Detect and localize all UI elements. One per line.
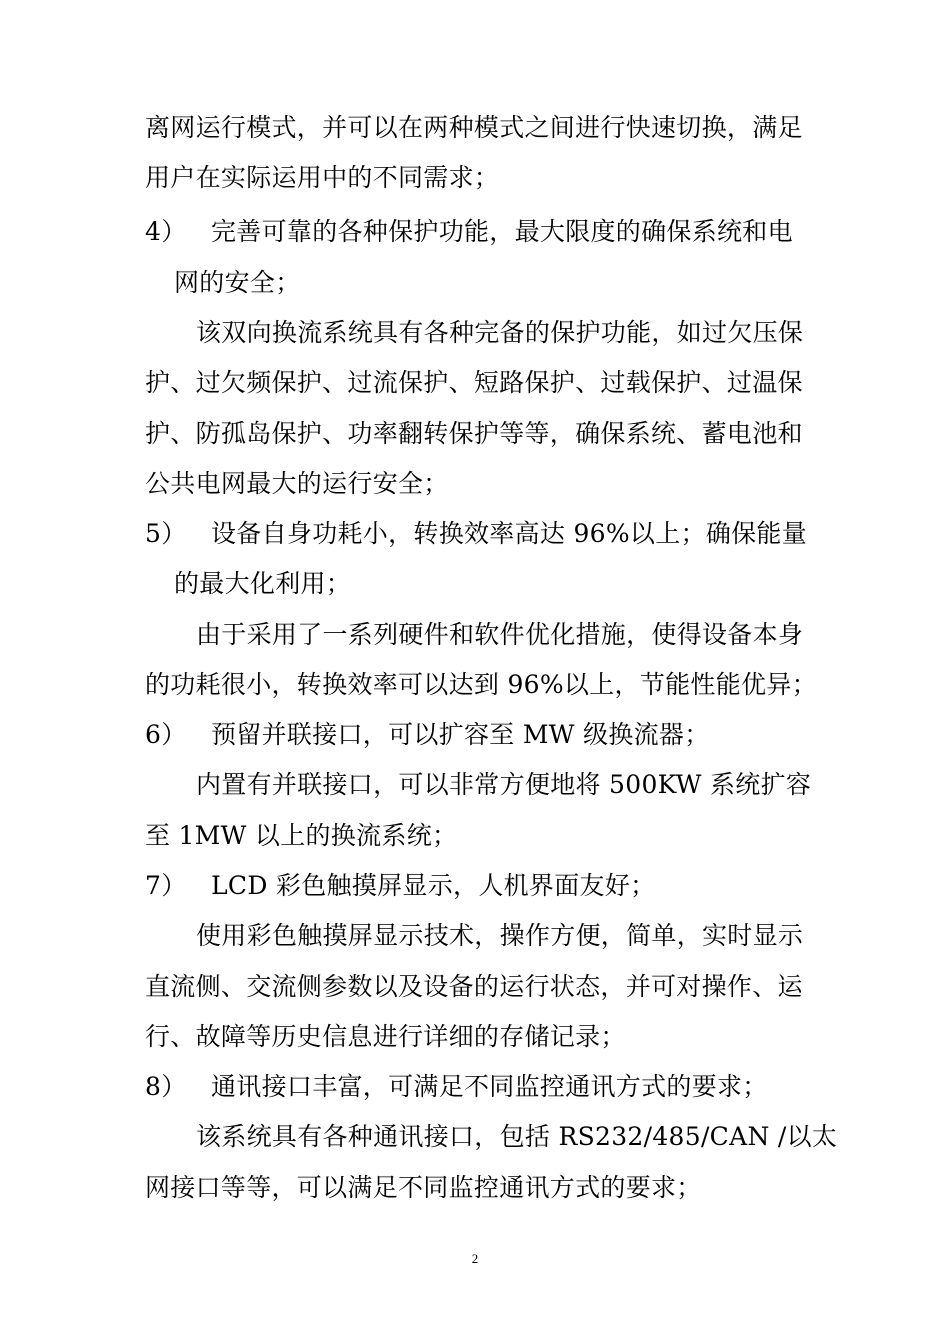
list-number: 7） (145, 871, 187, 900)
list-item-text: 完善可靠的各种保护功能，最大限度的确保系统和电 (211, 217, 793, 246)
body-text-line: 护、防孤岛保护、功率翻转保护等等，确保系统、蓄电池和 (145, 419, 803, 448)
list-number: 5） (145, 519, 187, 548)
list-item-text: 通讯接口丰富，可满足不同监控通讯方式的要求； (211, 1072, 768, 1101)
paragraph-first-line: 使用彩色触摸屏显示技术，操作方便，简单，实时显示 (196, 921, 804, 950)
list-number: 6） (145, 720, 187, 749)
paragraph-first-line: 该双向换流系统具有各种完备的保护功能，如过欠压保 (196, 318, 804, 347)
list-item-text: 预留并联接口，可以扩容至 MW 级换流器； (211, 720, 710, 749)
body-text-line: 行、故障等历史信息进行详细的存储记录； (145, 1022, 626, 1051)
list-item-text: 设备自身功耗小，转换效率高达 96%以上；确保能量 (211, 519, 808, 548)
body-text-line: 的功耗很小，转换效率可以达到 96%以上，节能性能优异； (145, 670, 817, 699)
list-item-7 (145, 871, 655, 901)
body-text-line: 网的安全； (174, 268, 301, 297)
body-text-line: 网接口等等，可以满足不同监控通讯方式的要求； (145, 1173, 702, 1202)
list-item-6 (145, 720, 710, 750)
paragraph-first-line: 内置有并联接口，可以非常方便地将 500KW 系统扩容 (196, 770, 812, 799)
body-text-line: 离网运行模式，并可以在两种模式之间进行快速切换，满足 (145, 113, 803, 142)
page-number: 2 (471, 1251, 479, 1266)
body-text-line: 的最大化利用； (174, 569, 352, 598)
body-text-line: 公共电网最大的运行安全； (145, 469, 449, 498)
body-text-line: 直流侧、交流侧参数以及设备的运行状态，并可对操作、运 (145, 972, 803, 1001)
list-number: 8） (145, 1072, 187, 1101)
list-item-8 (145, 1072, 768, 1102)
list-item-text: LCD 彩色触摸屏显示，人机界面友好； (211, 871, 656, 900)
list-item-4 (145, 217, 793, 247)
body-text-line: 至 1MW 以上的换流系统； (145, 821, 458, 850)
paragraph-first-line: 由于采用了一系列硬件和软件优化措施，使得设备本身 (196, 620, 804, 649)
body-text-line: 用户在实际运用中的不同需求； (145, 163, 500, 192)
paragraph-first-line: 该系统具有各种通讯接口，包括 RS232/485/CAN /以太 (196, 1122, 838, 1151)
list-number: 4） (145, 217, 187, 246)
list-item-5 (145, 519, 807, 549)
body-text-line: 护、过欠频保护、过流保护、短路保护、过载保护、过温保 (145, 368, 803, 397)
